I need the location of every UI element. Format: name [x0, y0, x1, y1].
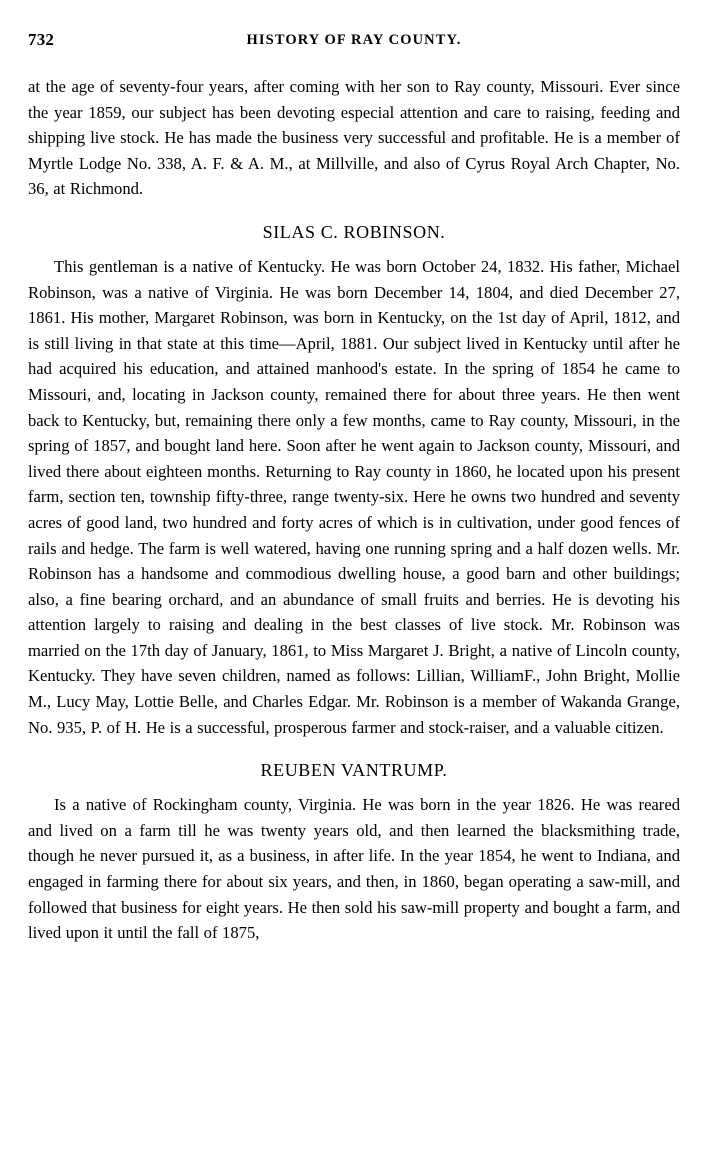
section-body-reuben-vantrump: Is a native of Rockingham county, Virginia. He was born in the year 1826. He was reared and lived on a farm till he was twenty years old, and then learned the blacksmithing trade, though he never pursued it, as a business, in after life. In the year 1854, he went to Indiana, and engaged in farming there for about six years, and then, in 1860, began operating a saw-mill, and followed that business for eight years. He then sold his saw-mill property and bought a farm, and lived upon it until the fall of 1875, [28, 795, 680, 943]
section-heading-reuben-vantrump: REUBEN VANTRUMP. [260, 760, 448, 781]
page-body [28, 74, 680, 946]
paragraph-continued: at the age of seventy-four years, after coming with her son to Ray county, Missouri. Ever since the year 1859, our subject has been devoting especial attention and care to raising, feeding and shipping live stock. He has made the business very successful and profitable. He is a member of Myrtle Lodge No. 338, A. F. & A. M., at Millville, and also of Cyrus Royal Arch Chapter, No. 36, at Richmond. [28, 77, 680, 199]
page-header [28, 30, 680, 60]
section-heading-silas-c-robinson: SILAS C. ROBINSON. [262, 221, 446, 242]
section-body-silas-c-robinson: This gentleman is a native of Kentucky. He was born October 24, 1832. His father, Michael Robinson, was a native of Virginia. He was born December 14, 1804, and died December 27, 1861. His mother, Margaret Robinson, was born in Kentucky, on the 1st day of April, 1812, and is still living in that state at this time—April, 1881. Our subject lived in Kentucky until after he had acquired his education, and attained manhood's estate. In the spring of 1854 he came to Missouri, and, locating in Jackson county, remained there for about three years. He then went back to Kentucky, but, remaining there only a few months, came to Ray county, Missouri, in the spring of 1857, and bought land here. Soon after he went again to Jackson county, Missouri, and lived there about eighteen months. Returning to Ray county in 1860, he located upon his present farm, section ten, township fifty-three, range twenty-six. Here he owns two hundred and seventy acres of good land, two hundred and forty acres of which is in cultivation, under good fences of rails and hedge. The farm is well watered, having one running spring and a half dozen wells. Mr. Robinson has a handsome and commodious dwelling house, a good barn and other buildings; also, a fine bearing orchard, and an abundance of small fruits and berries. He is devoting his attention largely to raising and dealing in the best classes of live stock. Mr. Robinson was married on the 17th day of January, 1861, to Miss Margaret J. Bright, a native of Lincoln county, Kentucky. They have seven children, named as follows: Lillian, WilliamF., John Bright, Mollie M., Lucy May, Lottie Belle, and Charles Edgar. Mr. Robinson is a member of Wakanda Grange, No. 935, P. of H. He is a successful, prosperous farmer and stock-raiser, and a valuable citizen. [28, 256, 680, 737]
page-number: 732 [28, 30, 55, 49]
running-head: HISTORY OF RAY COUNTY. [246, 32, 462, 48]
